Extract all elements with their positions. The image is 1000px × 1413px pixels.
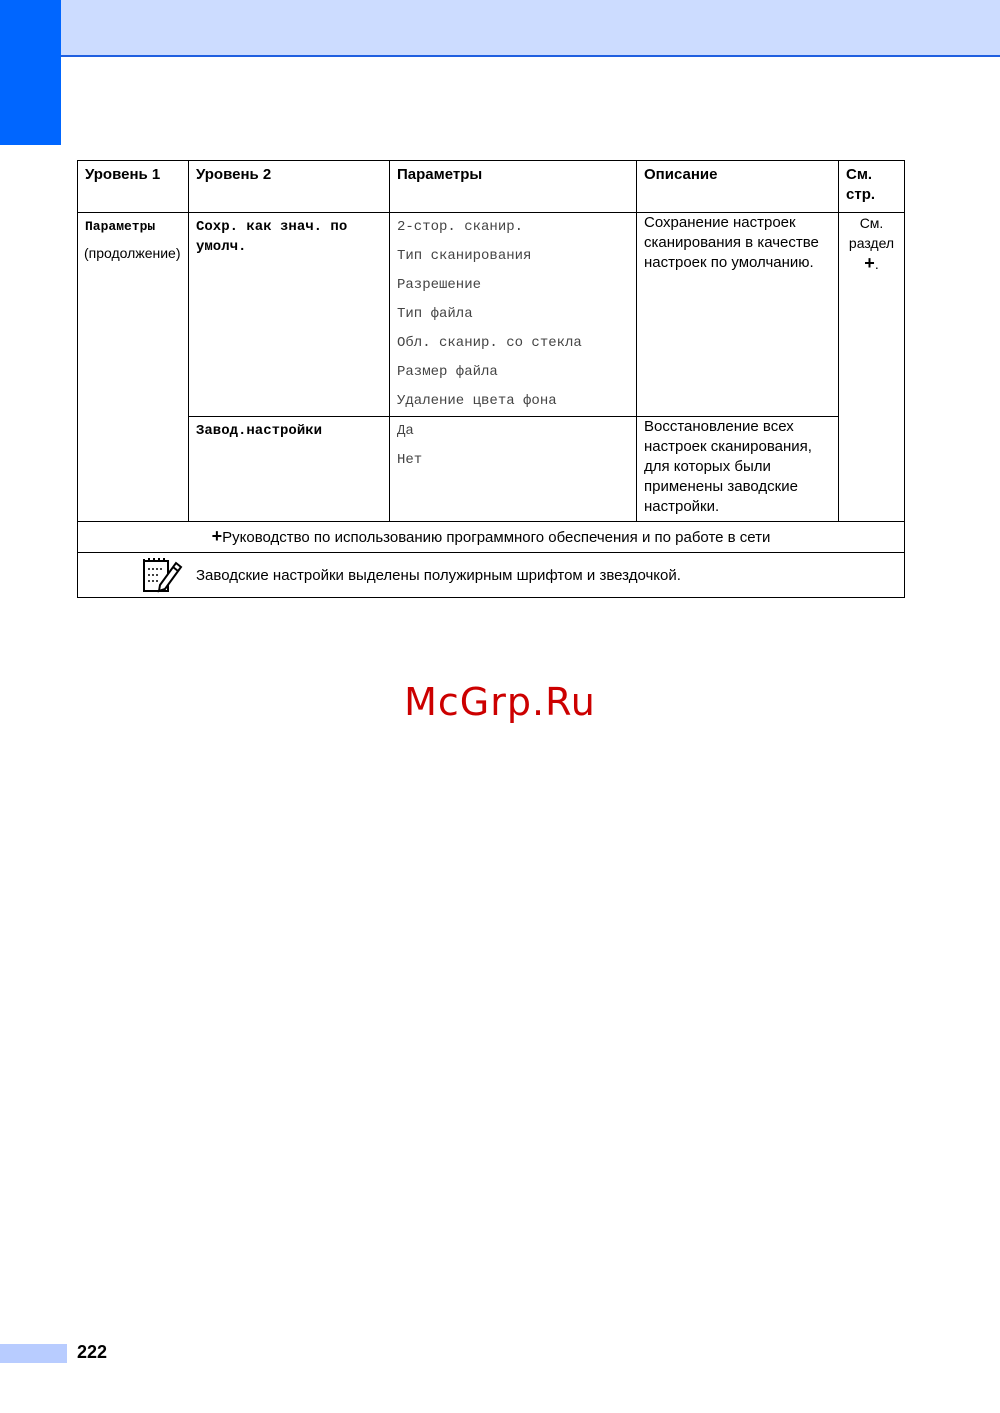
description-cell: Сохранение настроек сканирования в качестве настроек по умолчанию. [637, 213, 839, 417]
params-cell [390, 213, 637, 417]
table-row [78, 417, 905, 522]
header-accent-block [0, 0, 61, 145]
note-cell [78, 553, 905, 598]
watermark: McGrp.Ru [404, 680, 596, 724]
param-item: 2-стор. сканир. [397, 219, 524, 235]
level2-name: Сохр. как знач. по умолч. [196, 219, 348, 255]
param-item: Тип сканирования [397, 248, 532, 264]
col-header-description: Описание [637, 161, 839, 213]
col-header-see: См. стр. [839, 161, 905, 213]
param-item: Нет [397, 452, 423, 468]
level2-cell [189, 213, 390, 417]
see-cell [839, 213, 905, 522]
level2-cell [189, 417, 390, 522]
header-band [61, 0, 1000, 55]
note-pencil-icon [140, 555, 184, 595]
level1-name: Параметры [85, 219, 156, 234]
param-item: Да [397, 423, 414, 439]
see-dot: . [874, 256, 879, 272]
page-number-band [0, 1344, 67, 1363]
footnote-cell [78, 522, 905, 553]
param-item: Тип файла [397, 306, 473, 322]
settings-table [77, 160, 905, 598]
level2-name: Завод.настройки [196, 423, 323, 439]
level1-cell [78, 213, 189, 522]
table-row [78, 213, 905, 417]
header-rule [61, 55, 1000, 57]
see-line1: См. [859, 215, 884, 231]
page-number: 222 [77, 1342, 108, 1362]
param-item: Размер файла [397, 364, 498, 380]
col-header-level2: Уровень 2 [189, 161, 390, 213]
param-item: Разрешение [397, 277, 482, 293]
note-row [78, 553, 905, 598]
param-item: Обл. сканир. со стекла [397, 335, 582, 351]
level1-note: (продолжение) [84, 245, 181, 261]
footnote-text: Руководство по использованию программного обеспечения и по работе в сети [222, 529, 771, 546]
param-item: Удаление цвета фона [397, 393, 557, 409]
description-cell: Восстановление всех настроек сканирования, для которых были применены заводские настройки. [637, 417, 839, 522]
see-line2: раздел [848, 235, 895, 251]
col-header-params: Параметры [390, 161, 637, 213]
col-header-level1: Уровень 1 [78, 161, 189, 213]
note-text: Заводские настройки выделены полужирным шрифтом и звездочкой. [196, 566, 681, 584]
footnote-row [78, 522, 905, 553]
table-header-row [78, 161, 905, 213]
params-cell [390, 417, 637, 522]
see-symbol: + [864, 253, 875, 273]
footnote-symbol: + [211, 526, 223, 546]
